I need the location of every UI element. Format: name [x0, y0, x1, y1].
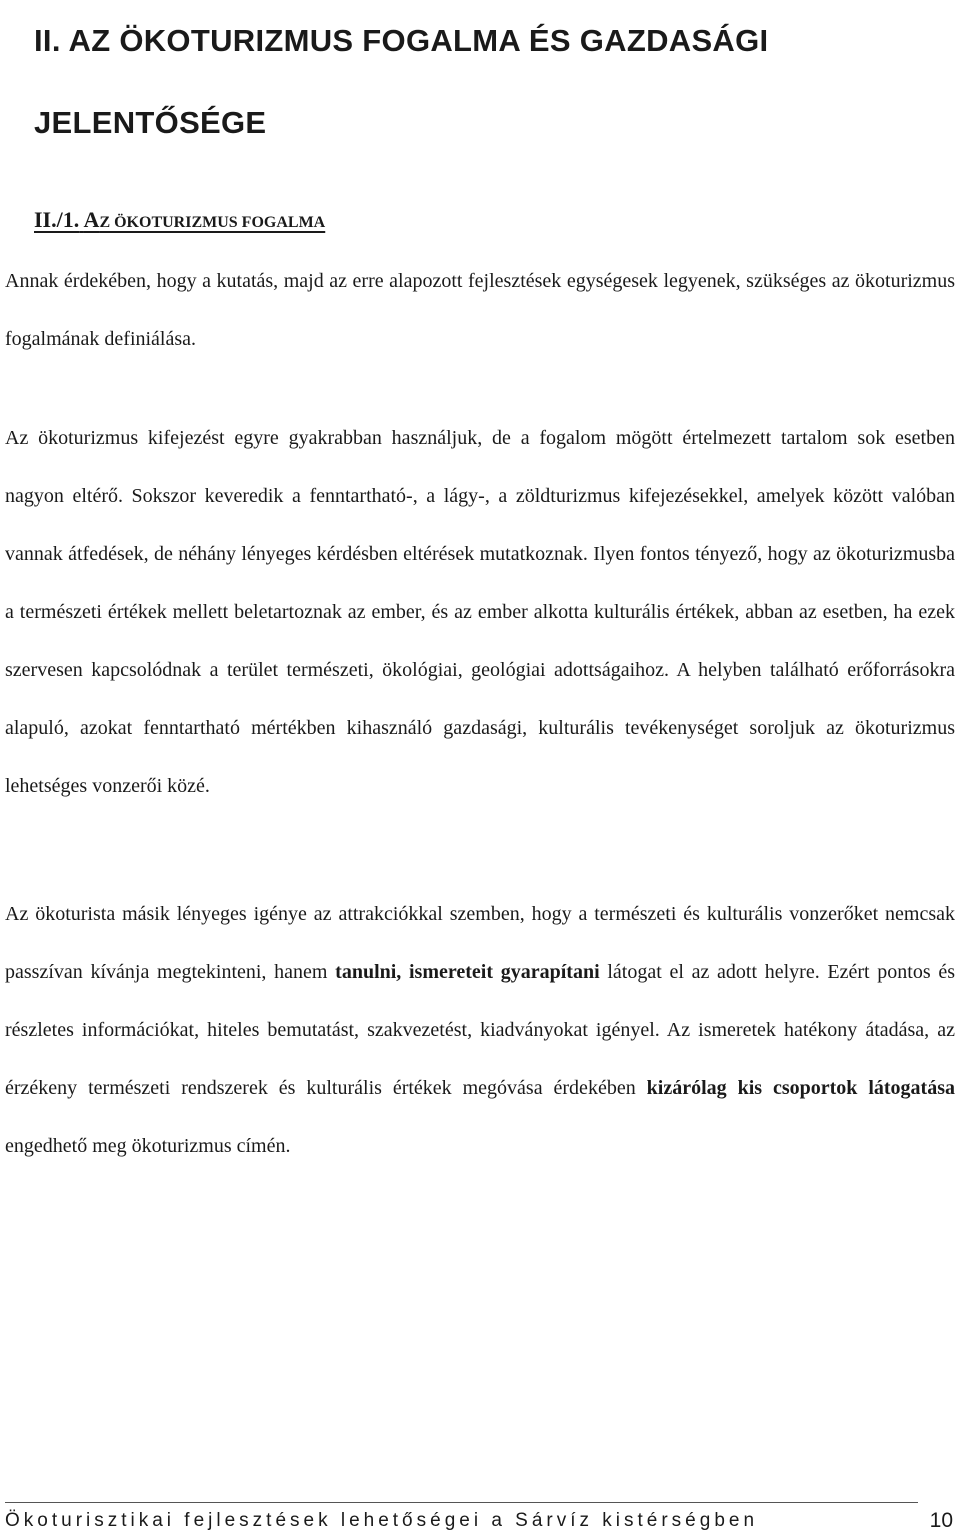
- chapter-title: II. AZ ÖKOTURIZMUS FOGALMA ÉS GAZDASÁGI JELENTŐSÉGE: [34, 23, 769, 140]
- section-title-initial: A: [83, 207, 100, 232]
- paragraph-ecotourist-needs: [5, 885, 955, 1175]
- paragraph-text-segment: látogat el az adott helyre. Ezért pontos és részletes információkat, hiteles bemutatást, szakvezetést, kiadványokat igényel. Az ismeretek hatékony átadása, az érzékeny természeti rendszerek és kulturális értékek megóvása érdekében: [5, 961, 955, 1099]
- footer-divider: [5, 1502, 918, 1503]
- paragraph-text-segment: Az ökoturista másik lényeges igénye az attrakciókkal szemben, hogy a természeti és kulturális vonzerőket nemcsak passzívan kívánja megtekinteni, hanem: [5, 903, 955, 983]
- paragraph-definition-intro: Annak érdekében, hogy a kutatás, majd az erre alapozott fejlesztések egységesek legyenek, szükséges az ökoturizmus fogalmának definiálása.: [5, 270, 955, 350]
- footer-title: Ökoturisztikai fejlesztések lehetőségei a Sárvíz kistérségben: [5, 1510, 759, 1531]
- paragraph-ecotourism-meaning: Az ökoturizmus kifejezést egyre gyakrabban használjuk, de a fogalom mögött értelmezett tartalom sok esetben nagyon eltérő. Sokszor keveredik a fenntartható-, a lágy-, a zöldturizmus kifejezésekkel, amelyek között valóban vannak átfedések, de néhány lényeges kérdésben eltérések mutatkoznak. Ilyen fontos tényező, hogy az ökoturizmusba a természeti értékek mellett beletartoznak az ember, és az ember alkotta kulturális értékek, abban az esetben, ha ezek szervesen kapcsolódnak a terület természeti, ökológiai, geológiai adottságaihoz. A helyben található erőforrásokra alapuló, azokat fenntartható mértékben kihasználó gazdasági, kulturális tevékenységet soroljuk az ökoturizmus lehetséges vonzerői közé.: [5, 427, 955, 797]
- bold-phrase-small-groups: kizárólag kis csoportok látogatása: [646, 1077, 956, 1099]
- page-number: 10: [929, 1509, 953, 1532]
- section-title: [34, 203, 325, 240]
- bold-phrase-learning: tanulni, ismereteit gyarapítani: [335, 961, 600, 983]
- paragraph-text-segment: engedhető meg ökoturizmus címén.: [5, 1135, 291, 1157]
- section-title-rest: Z ÖKOTURIZMUS FOGALMA: [99, 214, 326, 231]
- section-number: II./1.: [34, 207, 80, 232]
